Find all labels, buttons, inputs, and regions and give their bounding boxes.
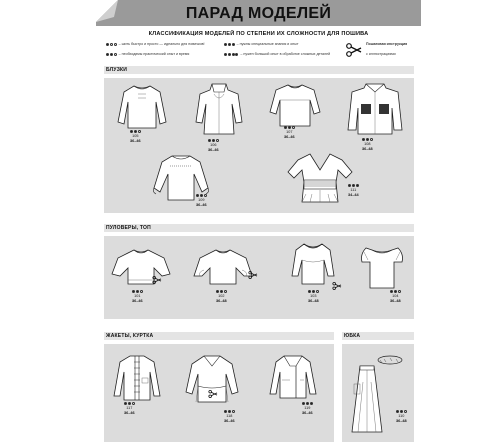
difficulty-dots [302,402,313,405]
model-size: 36–46 [224,418,235,423]
model-number: 106 [210,143,217,148]
model-size: 36–46 [124,410,135,415]
garment-blouse-105 [116,82,168,132]
difficulty-dots [224,410,235,413]
scissors-icon [208,385,218,393]
difficulty-dots [362,138,373,141]
garment-jacket-117 [110,352,164,404]
difficulty-dots [224,53,238,56]
model-label-118 [224,410,235,423]
difficulty-dots [196,194,207,197]
section-bar-blouses [104,66,414,74]
model-number: 117 [126,406,133,411]
model-size: 36–48 [390,298,401,303]
legend-skilled [224,42,298,46]
title-band [96,0,421,26]
garment-blouse-111 [284,150,356,208]
model-size: 36–46 [208,147,219,152]
legend-skilled-text: – нужны специальные знания и опыт [236,42,299,46]
section-title-blouses: БЛУЗКИ [106,67,128,73]
legend-basic [106,52,189,56]
legend-illustrated: с иллюстрациями [366,52,396,56]
model-label-109 [196,194,207,207]
scissors-icon [248,266,258,274]
difficulty-dots [396,410,407,413]
difficulty-dots [106,53,117,56]
scissors-icon [332,277,342,285]
garment-jacket-118 [182,352,242,408]
garment-skirt-110 [350,352,406,436]
legend-expert [224,52,330,56]
model-number: 109 [198,198,205,203]
page-title: ПАРАД МОДЕЛЕЙ [185,5,332,22]
difficulty-legend [106,41,416,63]
model-size: 36–48 [362,146,373,151]
model-label-106 [208,139,219,152]
scissors-icon [152,271,162,279]
difficulty-dots [224,43,235,46]
difficulty-dots [348,184,359,187]
legend-instructions: Пошаговая инструкция [366,42,408,46]
difficulty-dots [308,290,319,293]
legend-easy-text: – шить быстро и просто — идеально для новичков! [118,42,205,46]
model-number: 119 [304,406,311,411]
model-size: 36–46 [196,202,207,207]
model-size: 36–46 [132,298,143,303]
model-number: 118 [226,414,233,419]
model-number: 107 [286,130,293,135]
model-label-107 [284,126,295,139]
scissors-icon [346,43,362,57]
section-title-pullovers: ПУЛОВЕРЫ, ТОП [106,225,151,231]
page-subtitle: КЛАССИФИКАЦИЯ МОДЕЛЕЙ ПО СТЕПЕНИ ИХ СЛОЖНОСТИ ДЛЯ ПОШИВА [148,31,369,37]
model-label-111 [348,184,359,197]
model-label-105 [130,130,141,143]
model-size: 36–46 [284,134,295,139]
model-label-108 [362,138,373,151]
model-label-119 [302,402,313,415]
garment-pullover-101 [110,246,172,290]
model-label-104 [390,290,401,303]
garment-pullover-102 [192,246,254,290]
model-label-103 [308,290,319,303]
garment-jacket-119 [266,352,320,404]
garment-pullover-103 [288,240,338,290]
model-number: 110 [398,414,405,419]
garment-blouse-108 [346,82,404,138]
magazine-page [96,0,421,442]
model-size: 36–48 [216,298,227,303]
model-size: 34–44 [348,192,359,197]
garment-top-104 [358,242,406,292]
legend-easy [106,42,205,46]
difficulty-dots [106,43,117,46]
difficulty-dots [284,126,295,129]
section-title-jackets: ЖАКЕТЫ, КУРТКА [106,333,154,339]
model-size: 36–46 [130,138,141,143]
difficulty-dots [132,290,143,293]
legend-expert-text: – нужен большой опыт в обработке сложных деталей [240,52,331,56]
difficulty-dots [208,139,219,142]
model-label-117 [124,402,135,415]
model-size: 36–48 [308,298,319,303]
model-number: 101 [134,294,141,299]
difficulty-dots [390,290,401,293]
difficulty-dots [216,290,227,293]
model-number: 103 [310,294,317,299]
model-number: 108 [364,142,371,147]
model-size: 36–46 [302,410,313,415]
difficulty-dots [124,402,135,405]
difficulty-dots [130,130,141,133]
model-number: 102 [218,294,225,299]
model-label-102 [216,290,227,303]
model-number: 111 [350,188,357,193]
model-number: 104 [392,294,399,299]
section-title-skirt: ЮБКА [344,333,361,339]
garment-blouse-106 [194,82,244,138]
model-number: 105 [132,134,139,139]
model-size: 36–48 [396,418,407,423]
legend-basic-text: – необходимы практический опыт и время [118,52,190,56]
model-label-110 [396,410,407,423]
model-label-101 [132,290,143,303]
